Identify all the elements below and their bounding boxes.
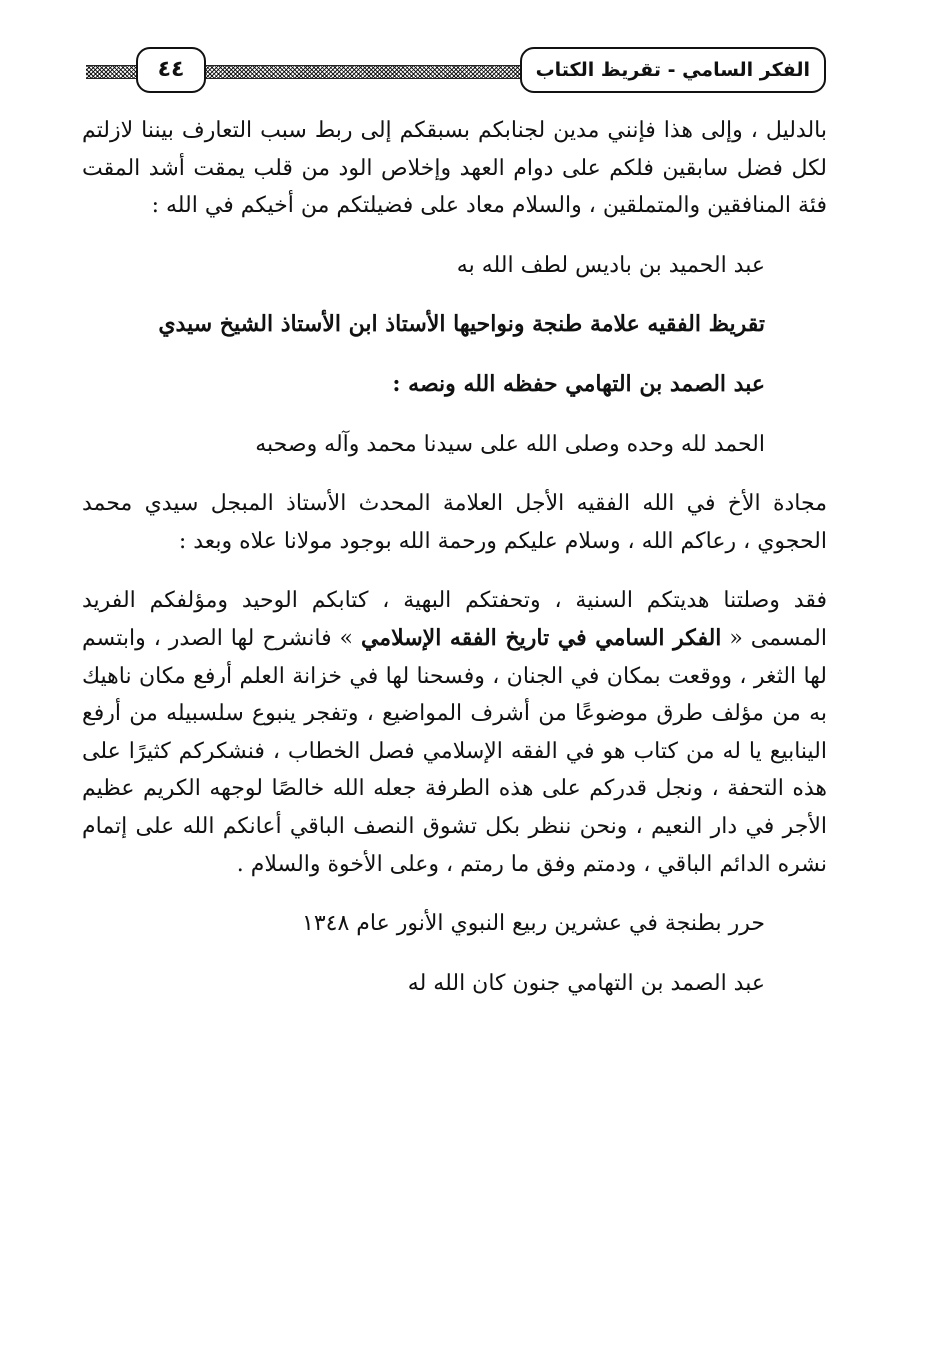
page-number: ٤٤ — [136, 47, 206, 93]
signature-ibn-tuhami: عبد الصمد بن التهامي جنون كان الله له — [407, 970, 765, 996]
book-title: الفكر السامي في تاريخ الفقه الإسلامي — [360, 624, 722, 651]
running-title: الفكر السامي - تقريظ الكتاب — [520, 47, 826, 93]
paragraph-text-start: فقد وصلتنا هديتكم السنية ، وتحفتكم البهية ، كتابكم الوحيد ومؤلفكم الفريد المسمى « — [82, 588, 827, 651]
page-body — [82, 112, 827, 1002]
signature-ibn-badis: عبد الحميد بن باديس لطف الله به — [456, 252, 765, 278]
section-heading-line-1: تقريظ الفقيه علامة طنجة ونواحيها الأستاذ ابن الأستاذ الشيخ سيدي — [158, 311, 765, 338]
section-heading-line-2: عبد الصمد بن التهامي حفظه الله ونصه : — [392, 370, 765, 397]
paragraph-praise-of-book — [82, 582, 827, 883]
opening-praise: الحمد لله وحده وصلى الله على سيدنا محمد وآله وصحبه — [255, 431, 765, 457]
paragraph-text-end: » فانشرح لها الصدر ، وابتسم لها الثغر ، ووقعت بمكان في الجنان ، وفسحنا لها في خزانة العلم أرفع مكان ناهيك به من مؤلف طرق موضوعًا من أشرف المواضيع ، وتفجر ينبوع سلسبيله من أرفع الينابيع يا له من كتاب هو في الفقه الإسلامي فصل الخطاب ، فنشكركم كثيرًا على هذه التحفة ، ونجل قدركم على هذه الطرفة جعله الله خالصًا لوجهه الكريم عظيم الأجر في دار النعيم ، ونحن ننظر بكل تشوق النصف الباقي أعانكم الله على إتمام نشره الدائم الباقي ، ودمتم وفق ما رمتم ، وعلى الأخوة والسلام . — [82, 625, 827, 877]
paragraph-closing-letter: بالدليل ، وإلى هذا فإنني مدين لجنابكم بسبقكم إلى ربط سبب التعارف بيننا لازلتم لكل فضل سابقين فلكم على دوام العهد وإخلاص الود من قلب يمقت أشد المقت فئة المنافقين والمتملقين ، والسلام معاد على فضيلتكم من أخيكم في الله : — [82, 118, 828, 219]
date-line: حرر بطنجة في عشرين ربيع النبوي الأنور عام ١٣٤٨ — [302, 911, 765, 937]
running-header — [86, 44, 826, 94]
paragraph-salutation: مجادة الأخ في الله الفقيه الأجل العلامة المحدث الأستاذ المبجل سيدي محمد الحجوي ، رعاكم الله ، وسلام عليكم ورحمة الله بوجود مولانا علاه وبعد : — [82, 491, 827, 554]
